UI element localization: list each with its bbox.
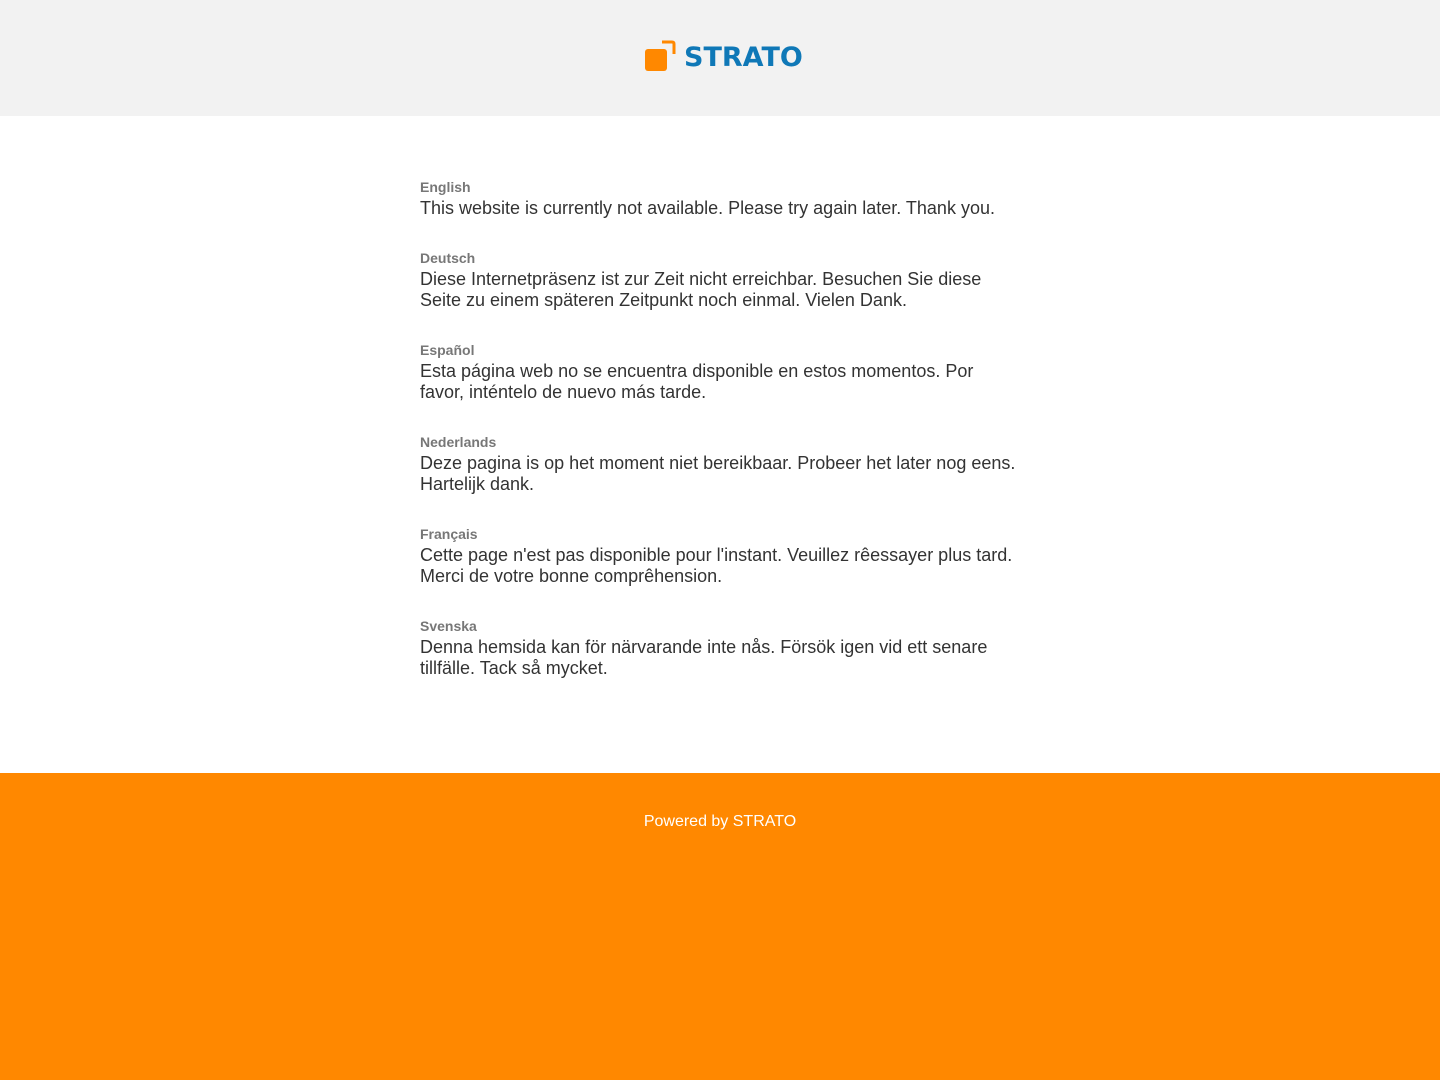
language-message: This website is currently not available. Please try again later. Thank you.	[420, 198, 995, 218]
strato-logo	[645, 40, 803, 74]
message-deutsch	[420, 249, 1022, 311]
message-nederlands	[420, 433, 1022, 495]
language-label: Nederlands	[420, 434, 497, 450]
powered-by-text: Powered by STRATO	[643, 813, 797, 830]
language-message: Deze pagina is op het moment niet bereikbaar. Probeer het later nog eens. Hartelijk dank.	[420, 453, 1016, 494]
language-label: Deutsch	[420, 250, 476, 266]
language-message: Esta página web no se encuentra disponible en estos momentos. Por favor, inténtelo de nuevo más tarde.	[420, 361, 974, 402]
page-footer	[0, 773, 1440, 1080]
logo-wordmark: STRATO	[684, 42, 803, 73]
language-message: Cette page n'est pas disponible pour l'instant. Veuillez rêessayer plus tard. Merci de votre bonne comprêhension.	[420, 545, 1013, 586]
strato-logo-icon	[645, 40, 677, 72]
main-content	[0, 116, 1440, 773]
message-english	[420, 178, 1022, 219]
language-message: Diese Internetpräsenz ist zur Zeit nicht erreichbar. Besuchen Sie diese Seite zu einem späteren Zeitpunkt noch einmal. Vielen Dank.	[420, 269, 982, 310]
language-label: English	[420, 179, 471, 195]
message-francais	[420, 525, 1022, 587]
language-label: Español	[420, 342, 475, 358]
page-header	[0, 0, 1440, 116]
language-message: Denna hemsida kan för närvarande inte nås. Försök igen vid ett senare tillfälle. Tack så mycket.	[420, 637, 988, 678]
message-list	[420, 178, 1022, 709]
language-label: Svenska	[420, 618, 477, 634]
message-svenska	[420, 617, 1022, 679]
language-label: Français	[420, 526, 478, 542]
message-espanol	[420, 341, 1022, 403]
